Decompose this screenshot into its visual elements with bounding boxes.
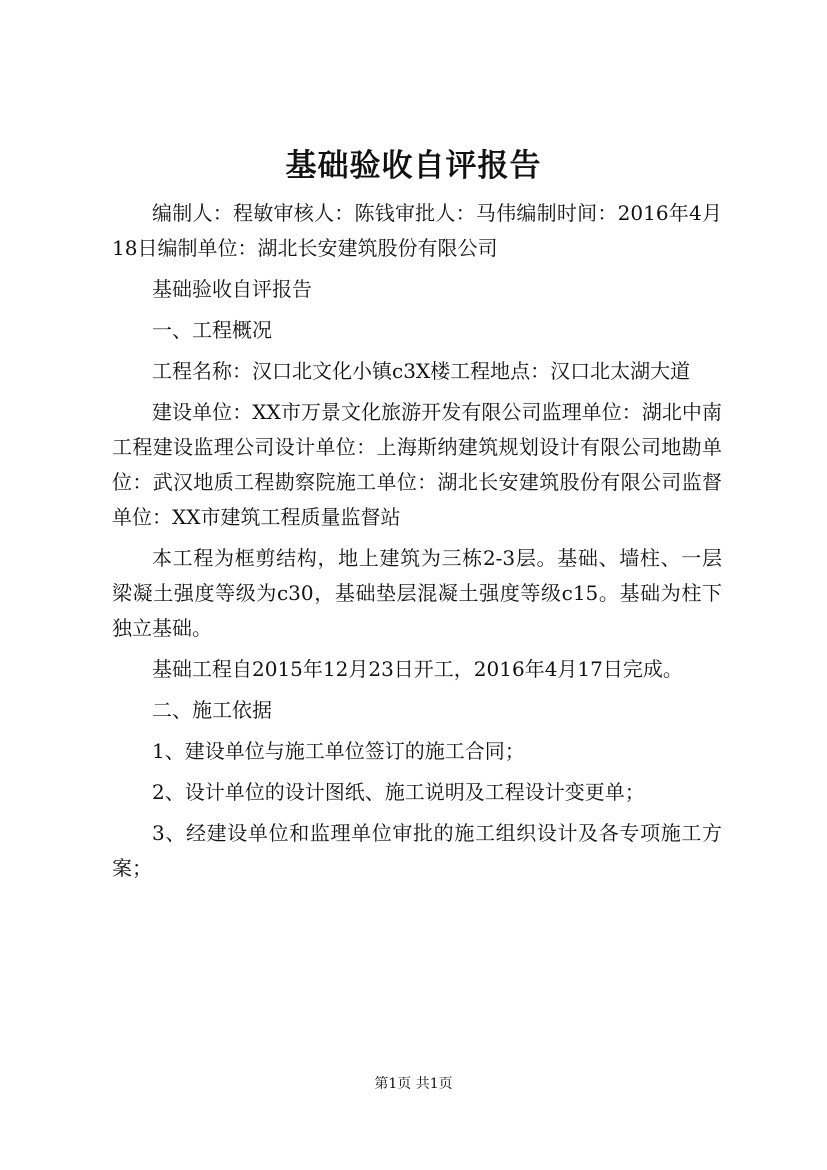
paragraph-units: 建设单位：XX市万景文化旅游开发有限公司监理单位：湖北中南工程建设监理公司设计单位：上海斯纳建筑规划设计有限公司地勘单位：武汉地质工程勘察院施工单位：湖北长安建筑股份有限公司监督单位：XX市建筑工程质量监督站 (112, 400, 722, 529)
page-footer: 第1页 共1页 (374, 1076, 453, 1092)
list-item-basis-3: 3、经建设单位和监理单位审批的施工组织设计及各专项施工方案； (112, 821, 722, 880)
document-title: 基础验收自评报告 (285, 148, 542, 184)
section-heading-overview: 一、工程概况 (152, 318, 272, 342)
paragraph-project-name: 工程名称：汉口北文化小镇c3X楼工程地点：汉口北太湖大道 (152, 359, 691, 383)
paragraph-schedule: 基础工程自2015年12月23日开工，2016年4月17日完成。 (152, 657, 683, 681)
paragraph-compilation-info: 编制人：程敏审核人：陈钱审批人：马伟编制时间：2016年4月18日编制单位：湖北长安建筑股份有限公司 (112, 201, 722, 260)
document-body (112, 196, 722, 892)
list-item-basis-1: 1、建设单位与施工单位签订的施工合同； (152, 739, 525, 763)
section-heading-basis: 二、施工依据 (152, 698, 272, 722)
paragraph-structure: 本工程为框剪结构，地上建筑为三栋2-3层。基础、墙柱、一层梁凝土强度等级为c30，基础垫层混凝土强度等级c15。基础为柱下独立基础。 (112, 546, 722, 640)
list-item-basis-2: 2、设计单位的设计图纸、施工说明及工程设计变更单； (152, 780, 645, 804)
paragraph-report-name: 基础验收自评报告 (152, 277, 312, 301)
